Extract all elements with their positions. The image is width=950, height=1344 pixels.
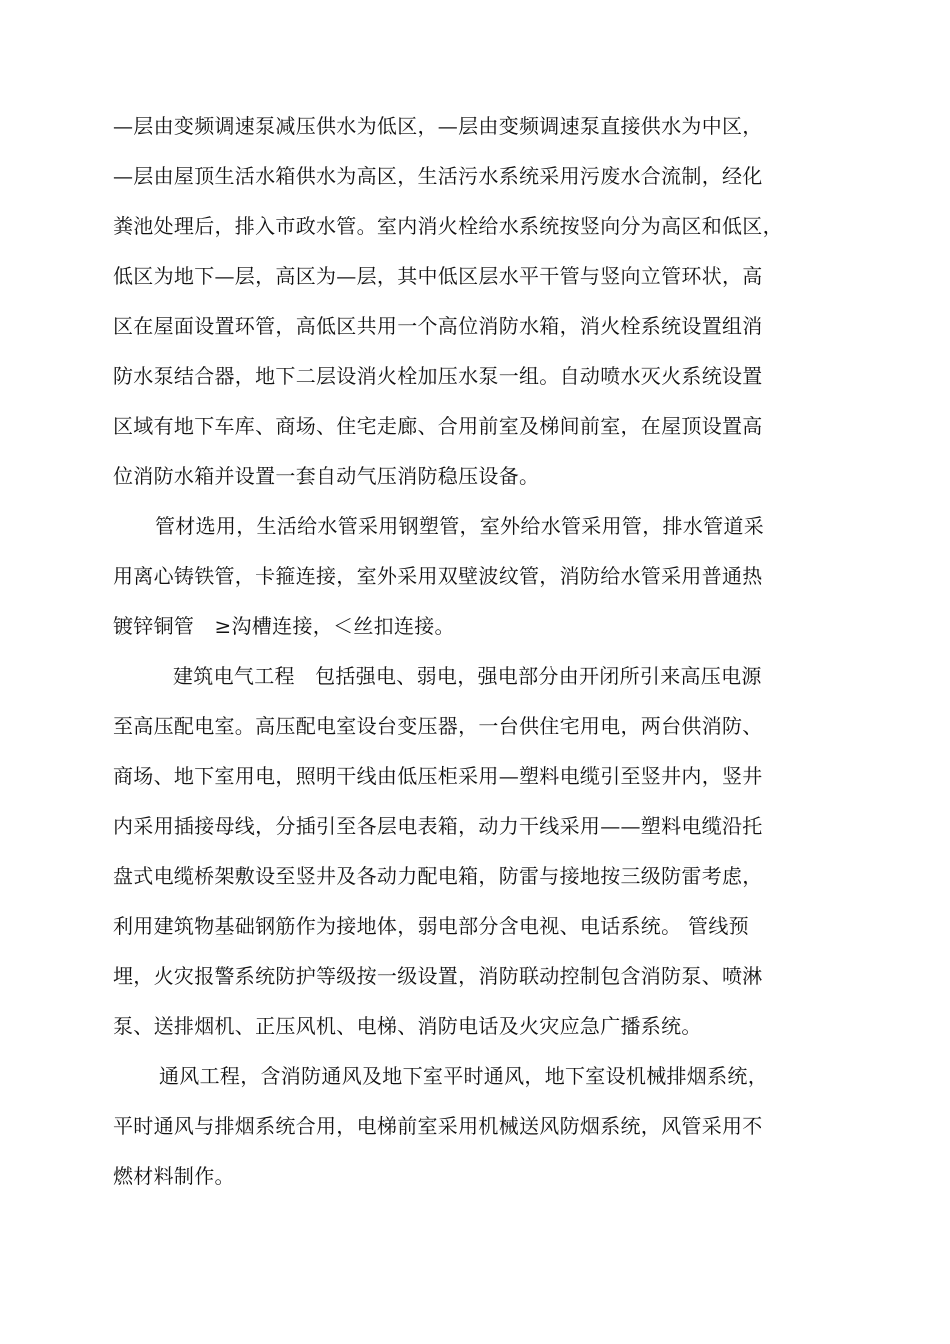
text-line: 用离心铸铁管，卡箍连接，室外采用双壁波纹管，消防给水管采用普通热 bbox=[113, 564, 763, 588]
text-line: 泵、送排烟机、正压风机、电梯、消防电话及火灾应急广播系统。 bbox=[113, 1014, 702, 1038]
text-line: 内采用插接母线，分插引至各层电表箱，动力干线采用——塑料电缆沿托 bbox=[113, 814, 763, 838]
text-line: 平时通风与排烟系统合用，电梯前室采用机械送风防烟系统，风管采用不 bbox=[113, 1114, 763, 1138]
text-line: 区在屋面设置环管，高低区共用一个高位消防水箱，消火栓系统设置组消 bbox=[113, 314, 763, 338]
text-line: —层由变频调速泵减压供水为低区，—层由变频调速泵直接供水为中区， bbox=[113, 114, 763, 138]
text-line: 粪池处理后，排入市政水管。室内消火栓给水系统按竖向分为高区和低区， bbox=[113, 214, 783, 238]
text-line: 燃材料制作。 bbox=[113, 1164, 235, 1188]
text-line: 埋，火灾报警系统防护等级按一级设置，消防联动控制包含消防泵、喷淋 bbox=[113, 964, 763, 988]
text-line: 防水泵结合器，地下二层设消火栓加压水泵一组。自动喷水灭火系统设置 bbox=[113, 364, 763, 388]
text-line: 镀锌铜管 ≥沟槽连接，＜丝扣连接。 bbox=[113, 614, 455, 638]
text-line: 商场、地下室用电，照明干线由低压柜采用—塑料电缆引至竖井内，竖井 bbox=[113, 764, 763, 788]
text-line: 通风工程，含消防通风及地下室平时通风，地下室设机械排烟系统， bbox=[159, 1064, 768, 1088]
text-line: —层由屋顶生活水箱供水为高区，生活污水系统采用污废水合流制，经化 bbox=[113, 164, 763, 188]
text-line: 管材选用，生活给水管采用钢塑管，室外给水管采用管，排水管道采 bbox=[155, 514, 764, 538]
text-line: 盘式电缆桥架敷设至竖井及各动力配电箱，防雷与接地按三级防雷考虑， bbox=[113, 864, 763, 888]
text-line: 建筑电气工程 包括强电、弱电，强电部分由开闭所引来高压电源 bbox=[173, 664, 762, 688]
text-line: 至高压配电室。高压配电室设台变压器，一台供住宅用电，两台供消防、 bbox=[113, 714, 763, 738]
text-line: 位消防水箱并设置一套自动气压消防稳压设备。 bbox=[113, 464, 540, 488]
text-line: 低区为地下—层，高区为—层，其中低区层水平干管与竖向立管环状，高 bbox=[113, 264, 763, 288]
text-line: 利用建筑物基础钢筋作为接地体，弱电部分含电视、电话系统。 管线预 bbox=[113, 914, 749, 938]
text-line: 区域有地下车库、商场、住宅走廊、合用前室及梯间前室，在屋顶设置高 bbox=[113, 414, 763, 438]
